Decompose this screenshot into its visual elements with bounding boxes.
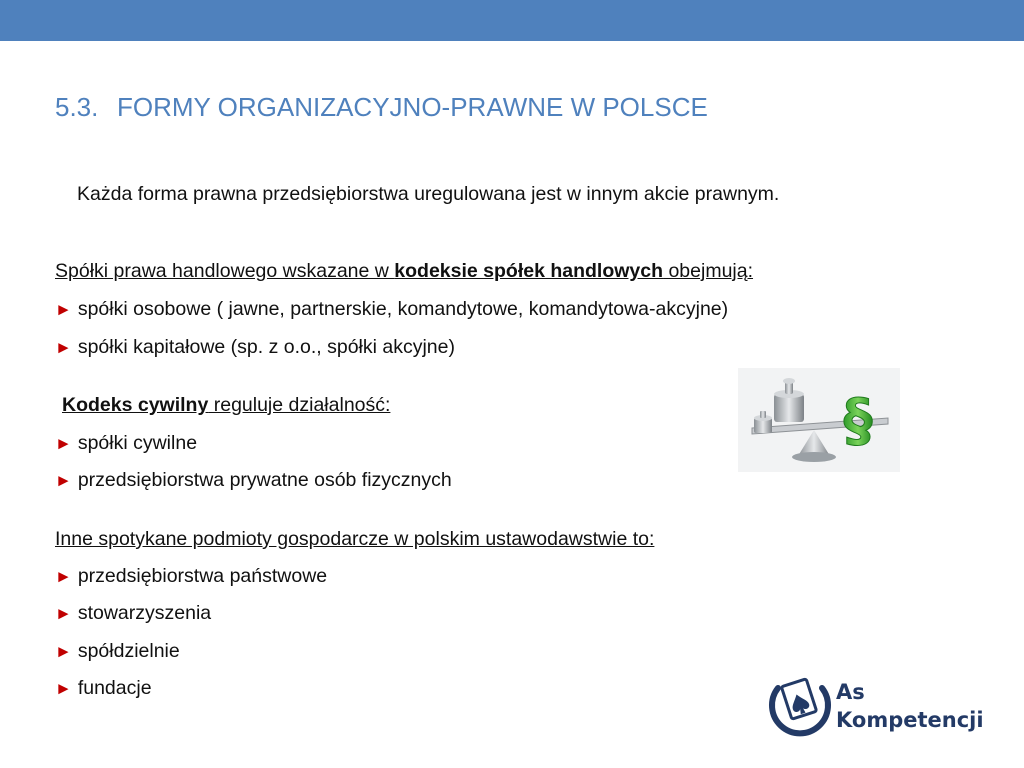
scale-paragraph-icon xyxy=(738,368,900,472)
list-item-text: spółki osobowe ( jawne, partnerskie, komandytowe, komandytowa-akcyjne) xyxy=(77,298,729,320)
bullet-triangle-icon: ► xyxy=(55,604,72,623)
list-item-text: stowarzyszenia xyxy=(77,602,212,624)
list-item xyxy=(55,640,180,663)
logo-text-kompetencji: Kompetencji xyxy=(836,708,984,732)
list-item-text: spółki cywilne xyxy=(77,432,198,454)
top-bar xyxy=(0,0,1024,41)
bullet-triangle-icon: ► xyxy=(55,567,72,586)
intro-text: Każda forma prawna przedsiębiorstwa uregulowana jest w innym akcie prawnym. xyxy=(77,183,780,205)
list-item-text: spółki kapitałowe (sp. z o.o., spółki akcyjne) xyxy=(77,336,455,358)
as-kompetencji-logo xyxy=(768,672,998,744)
bullet-triangle-icon: ► xyxy=(55,679,72,698)
section1-lead-end: obejmują: xyxy=(663,260,754,282)
bullet-triangle-icon: ► xyxy=(55,471,72,490)
section3-lead: Inne spotykane podmioty gospodarcze w polskim ustawodawstwie to: xyxy=(55,528,655,550)
list-item xyxy=(55,298,728,321)
section1-lead-bold: kodeksie spółek handlowych xyxy=(394,260,664,282)
section2-lead-bold: Kodeks cywilny xyxy=(62,394,209,416)
logo-text-as: As xyxy=(836,680,865,704)
list-item-text: spółdzielnie xyxy=(77,640,180,662)
slide-title-text: FORMY ORGANIZACYJNO-PRAWNE W POLSCE xyxy=(117,92,708,122)
slide-title xyxy=(55,92,955,123)
list-item xyxy=(55,677,152,700)
bullet-triangle-icon: ► xyxy=(55,434,72,453)
svg-text:§: § xyxy=(843,386,873,454)
list-item-text: fundacje xyxy=(77,677,152,699)
list-item xyxy=(55,336,455,359)
bullet-triangle-icon: ► xyxy=(55,300,72,319)
list-item-text: przedsiębiorstwa państwowe xyxy=(77,565,328,587)
section1-lead xyxy=(55,260,753,283)
spade-card-icon xyxy=(768,672,832,744)
list-item xyxy=(55,469,452,492)
slide-number: 5.3. xyxy=(55,92,99,122)
list-item xyxy=(55,602,211,625)
list-item xyxy=(55,432,197,455)
list-item-text: przedsiębiorstwa prywatne osób fizycznych xyxy=(77,469,452,491)
section2-lead xyxy=(62,394,390,417)
section2-lead-end: reguluje działalność: xyxy=(208,394,391,416)
list-item xyxy=(55,565,327,588)
bullet-triangle-icon: ► xyxy=(55,338,72,357)
section1-lead-start: Spółki prawa handlowego wskazane w xyxy=(55,260,395,282)
bullet-triangle-icon: ► xyxy=(55,642,72,661)
